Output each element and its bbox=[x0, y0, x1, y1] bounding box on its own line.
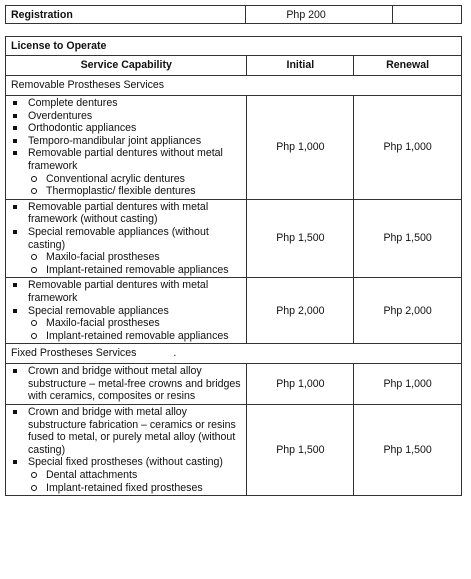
renewal-fee: Php 1,000 bbox=[354, 364, 462, 405]
list-item: Removable partial dentures without metal framework bbox=[11, 147, 241, 172]
list-item: Crown and bridge without metal alloy substructure – metal-free crowns and bridges with ceramics, composites or resins bbox=[11, 365, 241, 403]
capability-cell bbox=[6, 405, 247, 496]
table-row bbox=[6, 405, 462, 496]
initial-fee: Php 1,500 bbox=[247, 405, 354, 496]
table-row bbox=[6, 278, 462, 344]
list-item: Special removable appliances (without casting) bbox=[11, 226, 241, 251]
table-row bbox=[6, 364, 462, 405]
capability-cell bbox=[6, 364, 247, 405]
capability-cell bbox=[6, 199, 247, 278]
sub-list-item: Dental attachments bbox=[11, 469, 241, 482]
list-item: Removable partial dentures with metal framework (without casting) bbox=[11, 201, 241, 226]
list-item: Orthodontic appliances bbox=[11, 122, 241, 135]
license-table bbox=[5, 36, 462, 496]
sub-list-item: Thermoplastic/ flexible dentures bbox=[11, 185, 241, 198]
list-item: Complete dentures bbox=[11, 97, 241, 110]
initial-fee: Php 1,000 bbox=[247, 364, 354, 405]
registration-fee: Php 200 bbox=[246, 6, 392, 24]
section-fixed bbox=[6, 344, 462, 364]
sub-list-item: Maxilo-facial prostheses bbox=[11, 251, 241, 264]
section-removable: Removable Prostheses Services bbox=[6, 76, 462, 96]
registration-table bbox=[5, 5, 462, 24]
list-item: Removable partial dentures with metal framework bbox=[11, 279, 241, 304]
list-item: Special fixed prostheses (without casting) bbox=[11, 456, 241, 469]
table-row bbox=[6, 199, 462, 278]
section-fixed-label: Fixed Prostheses Services bbox=[11, 347, 137, 360]
list-item: Special removable appliances bbox=[11, 305, 241, 318]
sub-list-item: Conventional acrylic dentures bbox=[11, 173, 241, 186]
list-item: Crown and bridge with metal alloy substructure fabrication – ceramics or resins fused to metal, or purely metal alloy (without casting) bbox=[11, 406, 241, 456]
header-service-capability: Service Capability bbox=[6, 56, 247, 76]
list-item: Temporo-mandibular joint appliances bbox=[11, 135, 241, 148]
sub-list-item: Maxilo-facial prostheses bbox=[11, 317, 241, 330]
license-title: License to Operate bbox=[6, 37, 462, 56]
stray-mark: . bbox=[173, 347, 177, 360]
sub-list-item: Implant-retained removable appliances bbox=[11, 264, 241, 277]
table-row bbox=[6, 96, 462, 200]
sub-list-item: Implant-retained removable appliances bbox=[11, 330, 241, 343]
renewal-fee: Php 1,500 bbox=[354, 405, 462, 496]
list-item: Overdentures bbox=[11, 110, 241, 123]
registration-label: Registration bbox=[6, 6, 246, 24]
initial-fee: Php 1,000 bbox=[247, 96, 354, 200]
sub-list-item: Implant-retained fixed prostheses bbox=[11, 482, 241, 495]
initial-fee: Php 2,000 bbox=[247, 278, 354, 344]
renewal-fee: Php 1,500 bbox=[354, 199, 462, 278]
renewal-fee: Php 2,000 bbox=[354, 278, 462, 344]
renewal-fee: Php 1,000 bbox=[354, 96, 462, 200]
header-renewal: Renewal bbox=[354, 56, 462, 76]
header-initial: Initial bbox=[247, 56, 354, 76]
capability-cell bbox=[6, 96, 247, 200]
registration-empty-cell bbox=[392, 6, 461, 24]
capability-cell bbox=[6, 278, 247, 344]
initial-fee: Php 1,500 bbox=[247, 199, 354, 278]
